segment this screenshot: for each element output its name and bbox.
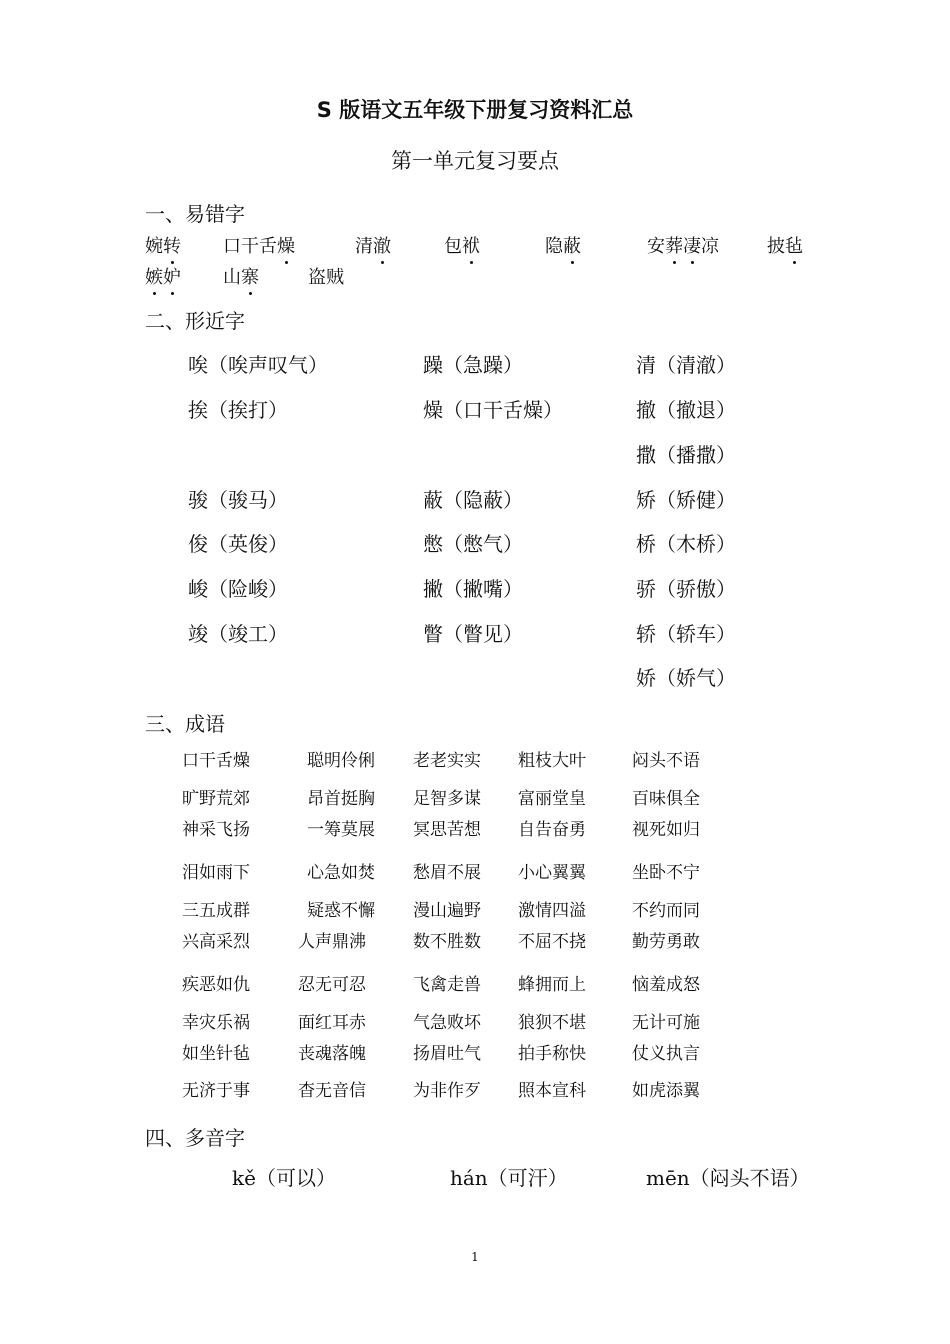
similar-char-item: 矫（矫健） [636, 488, 736, 512]
idiom-item: 富丽堂皇 [518, 789, 586, 809]
similar-char-item: 唉（唉声叹气） [188, 353, 328, 377]
idiom-item: 激情四溢 [518, 901, 586, 921]
similar-char-item: 瞥（瞥见） [423, 622, 523, 646]
idiom-item: 丧魂落魄 [298, 1044, 366, 1064]
idiom-item: 恼羞成怒 [632, 975, 700, 995]
idiom-item: 如坐针毡 [182, 1044, 250, 1064]
idiom-item: 冥思苦想 [413, 820, 481, 840]
wrong-char-item: 山寨 [223, 263, 259, 289]
wrong-char-item: 安葬凄凉 [647, 232, 719, 258]
similar-char-item: 撒（播撒） [636, 443, 736, 467]
idiom-item: 老老实实 [413, 751, 481, 771]
similar-char-item: 蔽（隐蔽） [423, 488, 523, 512]
idiom-item: 漫山遍野 [413, 901, 481, 921]
idiom-item: 一筹莫展 [307, 820, 375, 840]
idiom-item: 自告奋勇 [518, 820, 586, 840]
polyphone-item: kě（可以） [232, 1166, 336, 1190]
idiom-item: 疑惑不懈 [307, 901, 375, 921]
idiom-item: 杳无音信 [298, 1081, 366, 1101]
similar-char-item: 轿（轿车） [636, 622, 736, 646]
wrong-char-item: 披毡 [767, 232, 803, 258]
wrong-char-item: 清澈 [355, 232, 391, 258]
section-heading-1: 一、易错字 [145, 202, 245, 226]
section-heading-4: 四、多音字 [145, 1126, 245, 1150]
similar-char-item: 骄（骄傲） [636, 577, 736, 601]
idiom-item: 数不胜数 [413, 932, 481, 952]
wrong-char-item: 口干舌燥 [223, 232, 295, 258]
polyphone-item: mēn（闷头不语） [646, 1166, 810, 1190]
idiom-item: 视死如归 [632, 820, 700, 840]
idiom-item: 不屈不挠 [518, 932, 586, 952]
similar-char-item: 燥（口干舌燥） [423, 398, 563, 422]
idiom-item: 百味俱全 [632, 789, 700, 809]
idiom-item: 粗枝大叶 [518, 751, 586, 771]
similar-char-item: 骏（骏马） [188, 488, 288, 512]
idiom-item: 仗义执言 [632, 1044, 700, 1064]
idiom-item: 旷野荒郊 [182, 789, 250, 809]
wrong-char-item: 盗贼 [308, 267, 344, 288]
page-number: 1 [471, 1250, 479, 1264]
idiom-item: 扬眉吐气 [413, 1044, 481, 1064]
section-heading-2: 二、形近字 [145, 309, 245, 333]
idiom-item: 如虎添翼 [632, 1081, 700, 1101]
similar-char-item: 憋（憋气） [423, 532, 523, 556]
idiom-item: 足智多谋 [413, 789, 481, 809]
idiom-item: 聪明伶俐 [307, 751, 375, 771]
page-title: S 版语文五年级下册复习资料汇总 [316, 98, 634, 122]
idiom-item: 兴高采烈 [182, 932, 250, 952]
idiom-item: 幸灾乐祸 [182, 1013, 250, 1033]
idiom-item: 忍无可忍 [298, 975, 366, 995]
idiom-item: 三五成群 [182, 901, 250, 921]
wrong-char-item: 隐蔽 [545, 232, 581, 258]
page-subtitle: 第一单元复习要点 [391, 149, 559, 173]
idiom-item: 疾恶如仇 [182, 975, 250, 995]
idiom-item: 为非作歹 [413, 1081, 481, 1101]
similar-char-item: 撇（撇嘴） [423, 577, 523, 601]
idiom-item: 神采飞扬 [182, 820, 250, 840]
idiom-item: 无计可施 [632, 1013, 700, 1033]
idiom-item: 心急如焚 [307, 863, 375, 883]
similar-char-item: 躁（急躁） [423, 353, 523, 377]
idiom-item: 拍手称快 [518, 1044, 586, 1064]
idiom-item: 昂首挺胸 [307, 789, 375, 809]
idiom-item: 无济于事 [182, 1081, 250, 1101]
idiom-item: 气急败坏 [413, 1013, 481, 1033]
idiom-item: 不约而同 [632, 901, 700, 921]
similar-char-item: 俊（英俊） [188, 532, 288, 556]
idiom-item: 照本宣科 [518, 1081, 586, 1101]
idiom-item: 口干舌燥 [182, 751, 250, 771]
idiom-item: 勤劳勇敢 [632, 932, 700, 952]
similar-char-item: 峻（险峻） [188, 577, 288, 601]
similar-char-item: 桥（木桥） [636, 532, 736, 556]
wrong-char-item: 嫉妒 [145, 263, 181, 289]
idiom-item: 狼狈不堪 [518, 1013, 586, 1033]
similar-char-item: 娇（娇气） [636, 666, 736, 690]
polyphone-item: hán（可汗） [450, 1166, 568, 1190]
similar-char-item: 撤（撤退） [636, 398, 736, 422]
idiom-item: 飞禽走兽 [413, 975, 481, 995]
similar-char-item: 清（清澈） [636, 353, 736, 377]
idiom-item: 闷头不语 [632, 751, 700, 771]
idiom-item: 坐卧不宁 [632, 863, 700, 883]
idiom-item: 小心翼翼 [518, 863, 586, 883]
idiom-item: 泪如雨下 [182, 863, 250, 883]
wrong-char-item: 包袱 [444, 232, 480, 258]
idiom-item: 蜂拥而上 [518, 975, 586, 995]
similar-char-item: 竣（竣工） [188, 622, 288, 646]
idiom-item: 人声鼎沸 [298, 932, 366, 952]
idiom-item: 面红耳赤 [298, 1013, 366, 1033]
section-heading-3: 三、成语 [145, 712, 225, 736]
idiom-item: 愁眉不展 [413, 863, 481, 883]
similar-char-item: 挨（挨打） [188, 398, 288, 422]
wrong-char-item: 婉转 [145, 232, 181, 258]
